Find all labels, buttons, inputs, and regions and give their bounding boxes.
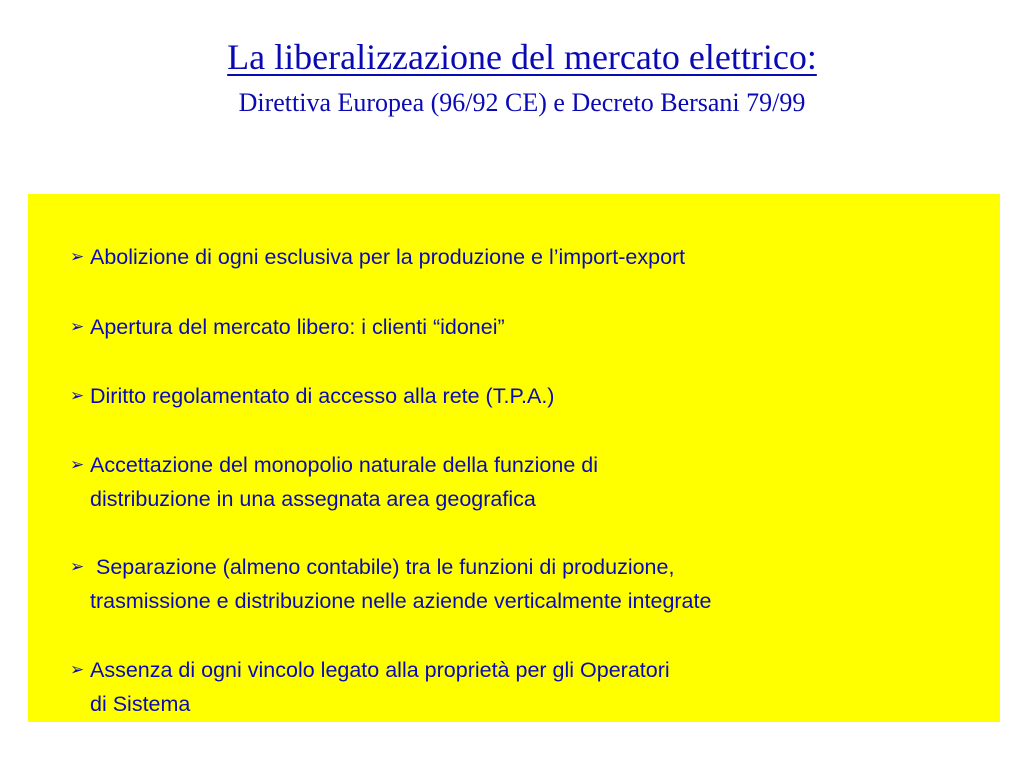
bullet-item [70, 379, 554, 413]
bullet-item [70, 310, 505, 344]
arrowhead-bullet-icon: ➢ [70, 455, 85, 475]
bullet-item-line: Separazione (almeno contabile) tra le funzioni di produzione, [90, 555, 675, 579]
bullet-item-line: Apertura del mercato libero: i clienti “idonei” [90, 315, 505, 339]
bullet-item-line: di Sistema [90, 692, 191, 716]
bullet-item-line: distribuzione in una assegnata area geografica [90, 487, 536, 511]
bullet-item-line: Diritto regolamentato di accesso alla rete (T.P.A.) [90, 384, 555, 408]
slide-title [0, 36, 1024, 78]
bullet-item [70, 240, 685, 274]
arrowhead-bullet-icon: ➢ [70, 317, 85, 337]
arrowhead-bullet-icon: ➢ [70, 660, 85, 680]
content-box [28, 194, 1000, 722]
bullet-item-line: Abolizione di ogni esclusiva per la produzione e l’import-export [90, 245, 686, 269]
bullet-item-line: trasmissione e distribuzione nelle aziende verticalmente integrate [90, 589, 712, 613]
bullet-item-line: Accettazione del monopolio naturale della funzione di [90, 453, 598, 477]
bullet-item [70, 653, 670, 721]
arrowhead-bullet-icon: ➢ [70, 386, 85, 406]
slide-subtitle: Direttiva Europea (96/92 CE) e Decreto Bersani 79/99 [238, 88, 806, 117]
bullet-item [70, 550, 711, 618]
arrowhead-bullet-icon: ➢ [70, 557, 85, 577]
bullet-item-line: Assenza di ogni vincolo legato alla proprietà per gli Operatori [90, 658, 670, 682]
arrowhead-bullet-icon: ➢ [70, 247, 85, 267]
slide-title-text: La liberalizzazione del mercato elettrico: [227, 37, 817, 77]
bullet-item [70, 448, 598, 516]
